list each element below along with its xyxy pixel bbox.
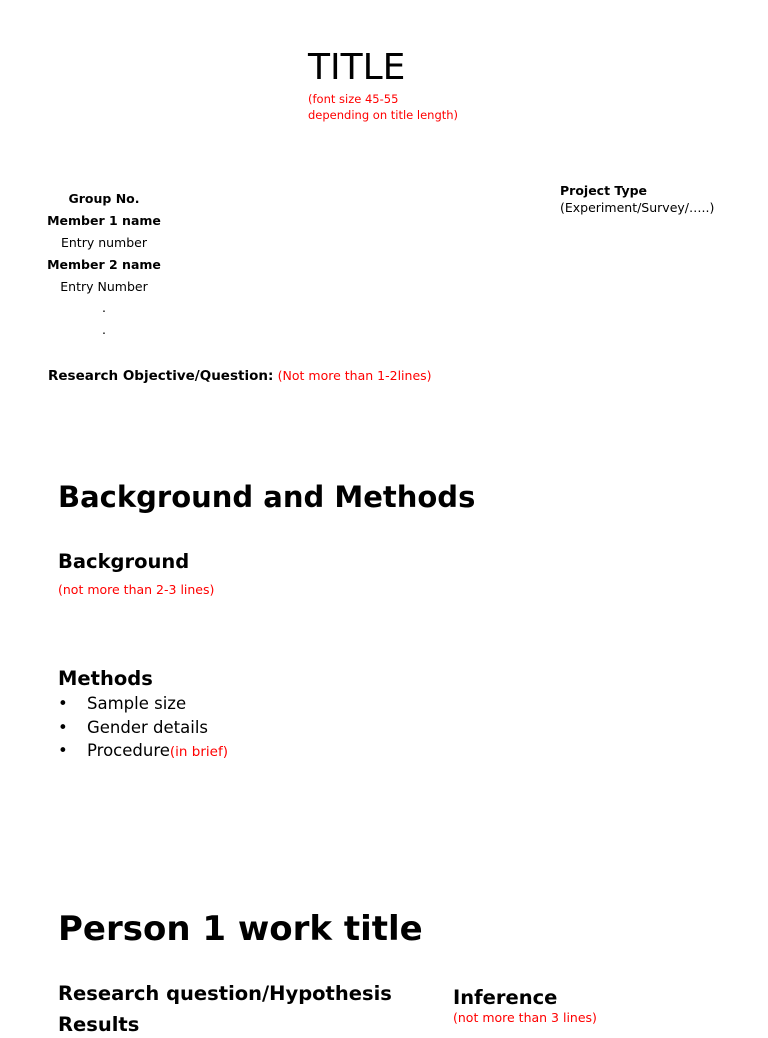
page-title: TITLE bbox=[308, 47, 406, 88]
member-1-name: Member 1 name bbox=[47, 213, 161, 228]
project-type-value: (Experiment/Survey/…..) bbox=[560, 200, 715, 215]
methods-list-item bbox=[58, 692, 228, 716]
research-objective bbox=[48, 367, 432, 385]
methods-item-note: (in brief) bbox=[169, 744, 228, 760]
title-note-line-2: depending on title length) bbox=[308, 108, 459, 122]
background-methods-heading: Background and Methods bbox=[58, 480, 476, 514]
methods-list-item bbox=[58, 716, 228, 740]
methods-list bbox=[58, 692, 228, 763]
inference-note: (not more than 3 lines) bbox=[453, 1010, 597, 1025]
background-heading: Background bbox=[58, 550, 190, 573]
member-2-name: Member 2 name bbox=[47, 257, 161, 272]
background-note: (not more than 2-3 lines) bbox=[58, 582, 215, 597]
group-number-label: Group No. bbox=[68, 191, 140, 206]
person-1-work-title: Person 1 work title bbox=[58, 909, 423, 949]
research-question-heading: Research question/Hypothesis bbox=[58, 982, 392, 1005]
bullet-icon: • bbox=[58, 717, 68, 737]
research-objective-label: Research Objective/Question: bbox=[48, 368, 274, 384]
results-heading: Results bbox=[58, 1013, 140, 1036]
research-objective-note: (Not more than 1-2lines) bbox=[277, 368, 432, 383]
title-note bbox=[308, 91, 458, 123]
member-1-entry: Entry number bbox=[60, 235, 148, 250]
title-note-line-1: (font size 45-55 bbox=[308, 92, 399, 106]
methods-heading: Methods bbox=[58, 667, 153, 690]
member-2-entry: Entry Number bbox=[60, 279, 148, 294]
methods-list-item bbox=[58, 739, 228, 763]
inference-heading: Inference bbox=[453, 986, 558, 1009]
bullet-icon: • bbox=[58, 741, 68, 760]
project-type-label: Project Type bbox=[560, 183, 648, 198]
methods-item-text: Procedure bbox=[87, 741, 170, 760]
continuation-dot-2: . bbox=[102, 322, 106, 337]
bullet-icon: • bbox=[58, 694, 68, 713]
methods-item-text: Gender details bbox=[87, 717, 209, 737]
continuation-dot-1: . bbox=[102, 300, 106, 315]
group-members-block bbox=[34, 188, 174, 342]
methods-item-text: Sample size bbox=[87, 694, 187, 713]
